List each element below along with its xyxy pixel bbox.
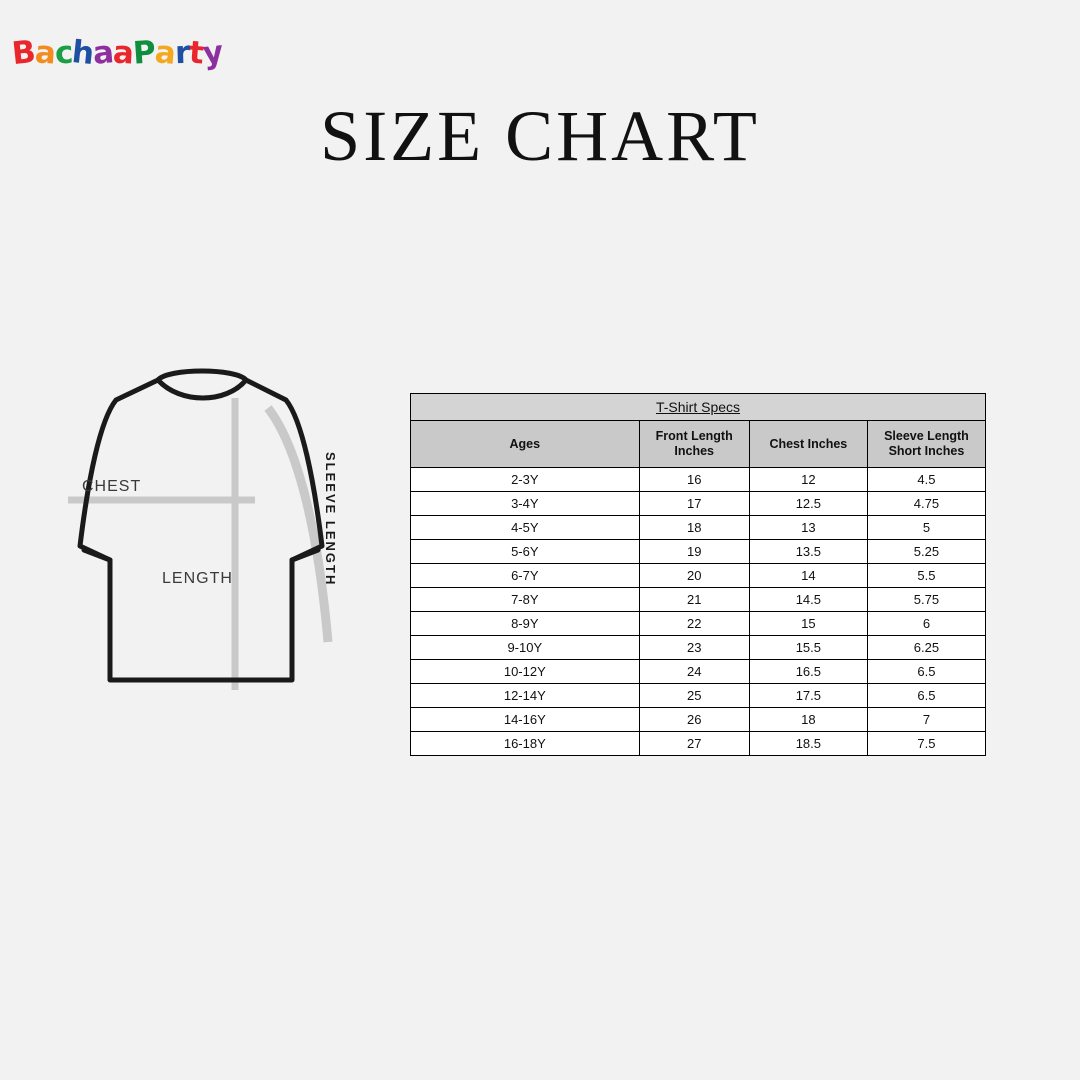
- table-cell: 6.5: [867, 660, 985, 684]
- logo-letter: P: [131, 34, 156, 72]
- table-cell: 12-14Y: [411, 684, 640, 708]
- logo-letter: a: [153, 34, 177, 72]
- table-row: [411, 540, 986, 564]
- table-cell: 16.5: [749, 660, 867, 684]
- brand-logo-text: [12, 22, 262, 84]
- table-cell: 12: [749, 468, 867, 492]
- column-header-line: Front Length: [655, 429, 733, 443]
- table-cell: 13.5: [749, 540, 867, 564]
- table-caption: T-Shirt Specs: [411, 394, 986, 421]
- table-cell: 12.5: [749, 492, 867, 516]
- table-row: [411, 708, 986, 732]
- length-label: LENGTH: [162, 570, 233, 587]
- logo-letter: a: [112, 34, 134, 72]
- table-cell: 7.5: [867, 732, 985, 756]
- column-header-line: Sleeve Length: [884, 429, 969, 443]
- table-row: [411, 612, 986, 636]
- table-cell: 6: [867, 612, 985, 636]
- table-cell: 5-6Y: [411, 540, 640, 564]
- table-cell: 8-9Y: [411, 612, 640, 636]
- table-cell: 25: [639, 684, 749, 708]
- logo-letter: B: [10, 33, 37, 73]
- table-cell: 18.5: [749, 732, 867, 756]
- table-row: [411, 468, 986, 492]
- table-caption-row: [411, 394, 986, 421]
- table-cell: 4-5Y: [411, 516, 640, 540]
- table-cell: 4.5: [867, 468, 985, 492]
- column-header-line: Short Inches: [888, 444, 965, 458]
- column-header-front-length: [639, 421, 749, 468]
- logo-letter: y: [200, 34, 224, 72]
- table-cell: 6-7Y: [411, 564, 640, 588]
- column-header-line: Inches: [674, 444, 715, 458]
- table-cell: 22: [639, 612, 749, 636]
- table-cell: 15: [749, 612, 867, 636]
- chest-label: CHEST: [82, 478, 142, 495]
- table-cell: 27: [639, 732, 749, 756]
- table-cell: 4.75: [867, 492, 985, 516]
- column-header-ages: Ages: [411, 421, 640, 468]
- logo-letter: a: [33, 34, 56, 72]
- logo-letter: c: [53, 34, 73, 72]
- table-cell: 17.5: [749, 684, 867, 708]
- logo-letter: r: [173, 34, 190, 72]
- column-header-sleeve-length: [867, 421, 985, 468]
- table-cell: 18: [749, 708, 867, 732]
- table-cell: 7: [867, 708, 985, 732]
- shirt-body-path: [80, 371, 322, 680]
- table-cell: 17: [639, 492, 749, 516]
- table-cell: 26: [639, 708, 749, 732]
- table-cell: 5.75: [867, 588, 985, 612]
- table-row: [411, 588, 986, 612]
- table-cell: 9-10Y: [411, 636, 640, 660]
- table-cell: 18: [639, 516, 749, 540]
- table-cell: 15.5: [749, 636, 867, 660]
- logo-letter: a: [91, 34, 115, 72]
- table-cell: 2-3Y: [411, 468, 640, 492]
- brand-logo: [12, 22, 262, 84]
- table-cell: 23: [639, 636, 749, 660]
- table-cell: 24: [639, 660, 749, 684]
- table-cell: 6.25: [867, 636, 985, 660]
- measure-guides: [68, 398, 328, 690]
- table-body: [411, 468, 986, 756]
- size-chart-table: [410, 393, 986, 756]
- table-row: [411, 516, 986, 540]
- table-row: [411, 636, 986, 660]
- table-row: [411, 660, 986, 684]
- page-title: SIZE CHART: [320, 96, 760, 176]
- table-cell: 14.5: [749, 588, 867, 612]
- table-cell: 16: [639, 468, 749, 492]
- table-cell: 6.5: [867, 684, 985, 708]
- column-header-chest: Chest Inches: [749, 421, 867, 468]
- table-cell: 3-4Y: [411, 492, 640, 516]
- table-cell: 7-8Y: [411, 588, 640, 612]
- table-cell: 5.25: [867, 540, 985, 564]
- logo-letter: t: [187, 34, 204, 72]
- table-row: [411, 492, 986, 516]
- table-row: [411, 684, 986, 708]
- table-cell: 13: [749, 516, 867, 540]
- shirt-diagram: [40, 360, 380, 740]
- table-cell: 10-12Y: [411, 660, 640, 684]
- table-cell: 5.5: [867, 564, 985, 588]
- table-row: [411, 564, 986, 588]
- size-table-wrapper: [410, 393, 986, 756]
- table-head: [411, 394, 986, 468]
- table-row: [411, 732, 986, 756]
- logo-letter: h: [70, 33, 95, 73]
- table-cell: 14-16Y: [411, 708, 640, 732]
- sleeve-length-label: SLEEVE LENGTH: [323, 452, 338, 587]
- table-cell: 21: [639, 588, 749, 612]
- table-cell: 19: [639, 540, 749, 564]
- table-cell: 14: [749, 564, 867, 588]
- table-cell: 5: [867, 516, 985, 540]
- table-cell: 20: [639, 564, 749, 588]
- table-cell: 16-18Y: [411, 732, 640, 756]
- table-header-row: [411, 421, 986, 468]
